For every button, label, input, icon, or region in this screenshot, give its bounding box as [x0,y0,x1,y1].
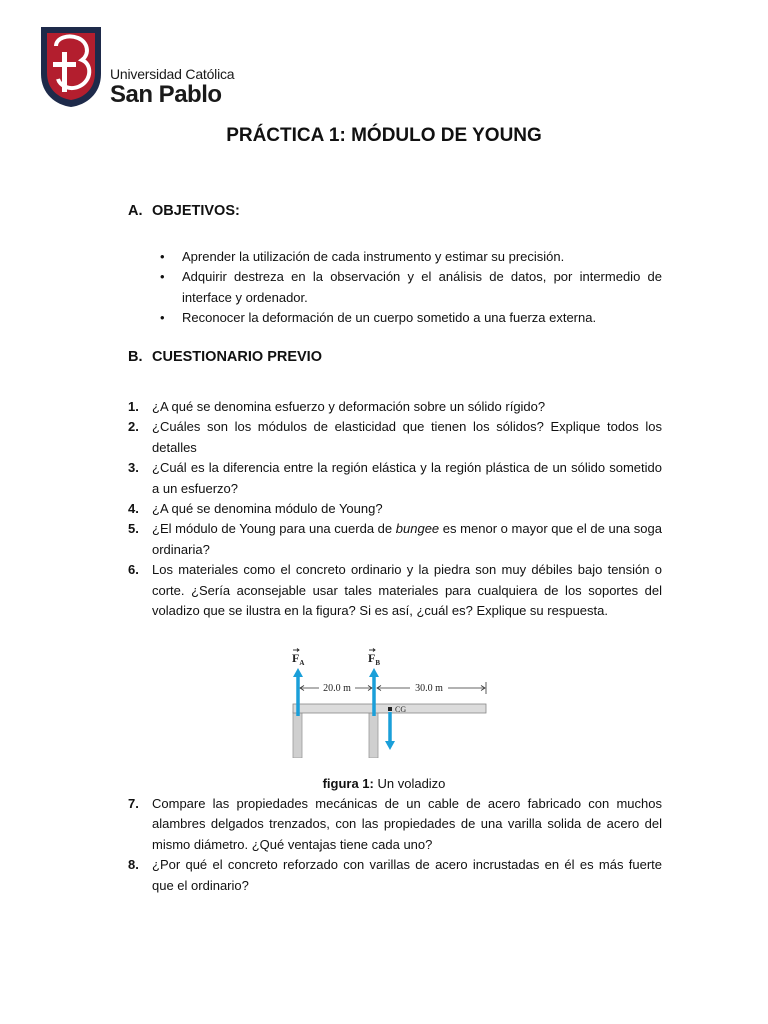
figure-caption [0,774,768,794]
question-text: ¿Cuáles son los módulos de elasticidad que tienen los sólidos? Explique todos los detalles [152,419,662,455]
question-number: 5. [128,521,139,537]
question-item [128,417,662,458]
force-a-label [292,651,304,667]
question-number: 4. [128,501,139,517]
caption-label: figura 1: [322,776,374,791]
force-b-symbol: F [368,651,376,665]
question-number: 6. [128,562,139,578]
dimension-label-2: 30.0 m [415,683,443,694]
question-number: 1. [128,399,139,414]
weight-arrowhead [385,741,395,750]
section-letter: A. [128,203,143,219]
objective-text: Adquirir destreza en la observación y el análisis de datos, por intermedio de interface y ordenador. [182,269,662,305]
question-text: ¿Cuál es la diferencia entre la región elástica y la región plástica de un sólido sometido a un esfuerzo? [152,460,662,496]
questionnaire-list-part1 [128,397,662,621]
question-text: ¿Por qué el concreto reforzado con varillas de acero incrustadas en él es más fuerte que el ordinario? [152,857,662,893]
question-text: Compare las propiedades mecánicas de un cable de acero fabricado con muchos alambres delgados trenzados, con las propiedades de una varilla solida de acero del mismo diámetro. ¿Qué ventajas tiene cada uno? [152,796,662,852]
section-letter: B. [128,349,143,365]
objective-text: Reconocer la deformación de un cuerpo sometido a una fuerza externa. [182,310,597,326]
section-heading-objetivos [128,201,662,221]
question-number: 2. [128,419,139,435]
force-a-symbol: F [292,651,300,665]
objectives-list [128,247,662,329]
questionnaire-list-part2 [128,794,662,896]
question-text [152,521,662,556]
force-b-subscript: B [375,659,381,667]
force-a-subscript: A [299,659,305,667]
question-number: 8. [128,857,139,873]
question-number: 7. [128,796,139,811]
cg-label: CG [395,705,407,714]
section-title: OBJETIVOS: [152,203,240,219]
page-title: PRÁCTICA 1: MÓDULO DE YOUNG [226,125,542,146]
question-item [128,499,662,519]
bullet-icon: • [160,269,165,285]
cantilever-diagram [286,644,496,758]
question-number: 3. [128,460,139,476]
section-title: CUESTIONARIO PREVIO [152,349,322,365]
question-item [128,855,662,896]
section-heading-cuestionario [128,347,662,367]
cg-marker [388,707,392,711]
logo-campus-label: San Pablo [110,81,222,108]
list-item [128,247,662,267]
question-item [128,519,662,560]
list-item [128,308,662,328]
bullet-icon: • [160,310,165,326]
dimension-label-1: 20.0 m [323,683,351,694]
support-a [293,712,302,758]
question-text-start: ¿El módulo de Young para una cuerda de [152,521,396,537]
university-shield-icon [38,24,104,108]
logo-university-label: Universidad Católica [110,66,235,82]
university-logo [38,24,238,110]
bullet-icon: • [160,249,165,264]
question-text: ¿A qué se denomina módulo de Young? [152,501,383,517]
question-item [128,560,662,621]
force-b-label [368,651,380,667]
question-text-end: es menor o mayor que el de una soga ordinaria? [152,521,662,557]
support-b [369,712,378,758]
question-emphasis: bungee [395,521,440,537]
objective-text: Aprender la utilización de cada instrumento y estimar su precisión. [182,249,565,264]
question-text: ¿A qué se denomina esfuerzo y deformación sobre un sólido rígido? [152,399,546,414]
caption-text: Un voladizo [373,776,446,791]
question-item [128,397,662,417]
question-item [128,458,662,499]
force-a-arrowhead [293,668,303,677]
force-b-arrowhead [369,668,379,677]
question-text: Los materiales como el concreto ordinario y la piedra son muy débiles bajo tensión o corte. ¿Sería aconsejable usar tales materiales para cualquiera de los soportes del voladizo que se ilustra en la figura? Si es así, ¿cuál es? Explique su respuesta. [152,562,662,619]
cantilever-figure [286,644,496,758]
question-item [128,794,662,855]
list-item [128,267,662,308]
